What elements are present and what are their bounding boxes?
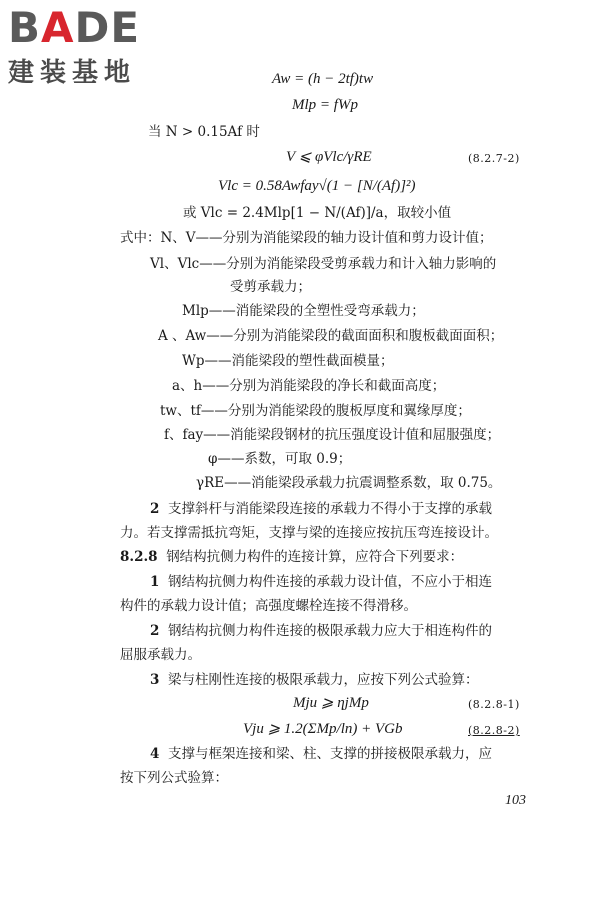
list-item: 1 钢结构抗侧力构件连接的承载力设计值，不应小于相连: [150, 574, 492, 590]
formula-vu: Vju ⩾ 1.2(ΣMp/ln) + VGb: [243, 721, 403, 737]
formula-vlc-alt: 或 Vlc = 2.4Mlp[1 − N/(Af)]/a，取较小值: [183, 205, 452, 221]
equation-number: (8.2.8-2): [468, 724, 520, 737]
list-item: 2 钢结构抗侧力构件连接的极限承载力应大于相连构件的: [150, 623, 492, 639]
definition-line: 式中：N、V——分别为消能梁段的轴力设计值和剪力设计值；: [120, 230, 493, 246]
logo-wordmark: BADE: [8, 3, 141, 52]
formula-v-le: V ⩽ φVlc/γRE: [286, 149, 372, 165]
definition-line: tw、tf——分别为消能梁段的腹板厚度和翼缘厚度；: [160, 403, 471, 419]
page-number: 103: [505, 793, 526, 808]
definition-line: A 、Aw——分别为消能梁段的截面面积和腹板截面面积；: [158, 328, 504, 344]
brand-logo: [8, 3, 141, 89]
equation-number: (8.2.8-1): [468, 698, 520, 711]
list-item-continued: 按下列公式验算：: [120, 770, 228, 786]
section-heading: 8.2.8 钢结构抗侧力构件的连接计算，应符合下列要求：: [120, 549, 464, 565]
definition-line: Wp——消能梁段的塑性截面模量；: [182, 353, 394, 369]
definition-line: Vl、Vlc——分别为消能梁段受剪承载力和计入轴力影响的: [150, 256, 497, 272]
definition-line: φ——系数，可取 0.9；: [208, 451, 352, 467]
list-item-continued: 屈服承载力。: [120, 647, 201, 663]
paragraph-line: 2 支撑斜杆与消能梁段连接的承载力不得小于支撑的承载: [150, 501, 492, 517]
list-item: 3 梁与柱刚性连接的极限承载力，应按下列公式验算：: [150, 672, 479, 688]
paragraph-line: 力。若支撑需抵抗弯矩，支撑与梁的连接应按抗压弯连接设计。: [120, 525, 498, 541]
list-item: 4 支撑与框架连接和梁、柱、支撑的拼接极限承载力，应: [150, 746, 492, 762]
definition-line: γRE——消能梁段承载力抗震调整系数，取 0.75。: [196, 475, 502, 491]
list-item-continued: 构件的承载力设计值；高强度螺栓连接不得滑移。: [120, 598, 417, 614]
formula-vlc: Vlc = 0.58Awfay√(1 − [N/(Af)]²): [218, 178, 416, 194]
formula-mu: Mju ⩾ ηjMp: [293, 695, 369, 711]
formula-mlp: Mlp = fWp: [292, 97, 358, 113]
logo-chinese: 建装基地: [8, 58, 137, 88]
definition-line: 受剪承载力；: [230, 279, 311, 295]
definition-line: f、fay——消能梁段钢材的抗压强度设计值和屈服强度；: [164, 427, 501, 443]
equation-number: (8.2.7-2): [468, 152, 520, 165]
condition-text: 当 N > 0.15Af 时: [148, 124, 260, 140]
formula-aw: Aw = (h − 2tf)tw: [272, 71, 374, 87]
definition-line: Mlp——消能梁段的全塑性受弯承载力；: [182, 303, 425, 319]
definition-line: a、h——分别为消能梁段的净长和截面高度；: [172, 378, 446, 394]
